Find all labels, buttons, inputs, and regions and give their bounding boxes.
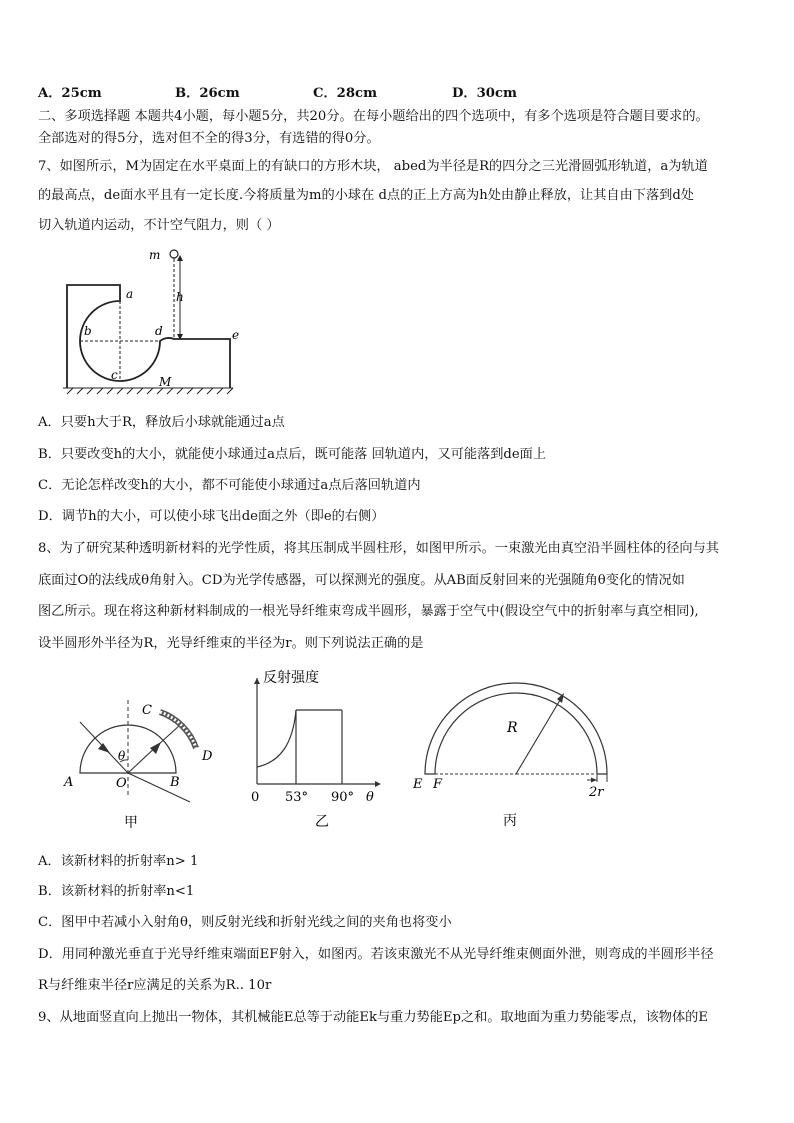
caption-bing: 丙 [503,813,517,829]
label-m: m [149,248,161,262]
label-A: A [64,775,74,790]
q8-figure-jia [60,690,230,840]
q8-figure-bing [405,678,615,838]
tick-53: 53° [285,790,309,805]
q7-option-b: B．只要改变h的大小，就能使小球通过a点后，既可能落 回轨道内，又可能落到de面上 [38,447,547,462]
q8-stem-line4: 设半圆形外半径为R，光导纤维束的半径为r。则下列说法正确的是 [38,636,424,651]
q8-stem-line2: 底面过O的法线成θ角射入。CD为光学传感器，可以探测光的强度。从AB面反射回来的光强随角θ变化的情况如 [38,573,685,588]
q7-stem-line2: 的最高点，de面水平且有一定长度.今将质量为m的小球在 d点的正上方高为h处由静止释放，让其自由下落到d处 [38,188,694,203]
label-b: b [84,324,92,338]
q6-choice-b: B．26cm [175,86,240,101]
caption-yi: 乙 [315,814,329,830]
label-R: R [507,720,518,736]
q6-choice-c: C．28cm [313,86,378,101]
xlabel-theta: θ [366,790,374,805]
q8-stem-line3: 图乙所示。现在将这种新材料制成的一根光导纤维束弯成半圆形，暴露于空气中(假设空气中的折射率与真空相同), [38,604,699,619]
label-c: c [111,368,118,382]
ball-icon [170,250,178,258]
label-a: a [126,287,134,301]
q8-option-b: B．该新材料的折射率n<1 [38,884,195,899]
q7-option-a: A．只要h大于R，释放后小球就能通过a点 [38,415,285,430]
label-theta: θ [118,749,126,763]
label-2r: 2r [589,785,604,800]
q6-choice-a: A．25cm [38,86,102,101]
label-E: E [413,777,423,792]
label-e: e [232,328,240,342]
q7-option-c: C．无论怎样改变h的大小，都不可能使小球通过a点后落回轨道内 [38,478,421,493]
label-d: d [155,324,163,338]
q7-option-d: D．调节h的大小，可以使小球飞出de面之外（即e的右侧） [38,509,385,524]
q8-option-d-line1: D．用同种激光垂直于光导纤维束端面EF射入，如图丙。若该束激光不从光导纤维束侧面外泄，则弯成的半圆形半径 [38,947,714,962]
tick-origin: 0 [251,790,260,805]
q8-stem-line1: 8、为了研究某种透明新材料的光学性质，将其压制成半圆柱形，如图甲所示。一束激光由真空沿半圆柱体的径向与其 [38,541,719,556]
q9-stem-line1: 9、从地面竖直向上抛出一物体，其机械能E总等于动能Ek与重力势能Ep之和。取地面为重力势能零点，该物体的E [38,1010,708,1025]
q8-figure-yi [245,664,395,839]
q8-option-c: C．图甲中若减小入射角θ，则反射光线和折射光线之间的夹角也将变小 [38,915,452,930]
q7-stem-line1: 7、如图所示，M为固定在水平桌面上的有缺口的方形木块， abed为半径是R的四分之三光滑圆弧形轨道，a为轨道 [38,159,708,174]
label-D: D [202,749,213,764]
q8-option-a: A．该新材料的折射率n> 1 [38,854,199,869]
section2-line1: 二、多项选择题 本题共4小题，每小题5分，共20分。在每小题给出的四个选项中，有多个选项是符合题目要求的。 [38,109,709,124]
label-M: M [159,375,172,389]
caption-jia: 甲 [124,815,138,831]
label-C: C [142,703,152,718]
label-h: h [176,290,184,304]
q7-figure [55,245,255,395]
q8-option-d-line2: R与纤维束半径r应满足的关系为R.. 10r [38,978,272,993]
section2-line2: 全部选对的得5分，选对但不全的得3分，有选错的得0分。 [38,131,380,146]
q7-stem-line3: 切入轨道内运动，不计空气阻力，则（ ） [38,218,280,233]
q6-choice-d: D．30cm [452,86,517,101]
label-O: O [116,776,127,791]
tick-90: 90° [331,790,355,805]
label-B: B [170,775,180,790]
ylabel-reflection: 反射强度 [263,670,319,686]
label-F: F [433,777,443,792]
